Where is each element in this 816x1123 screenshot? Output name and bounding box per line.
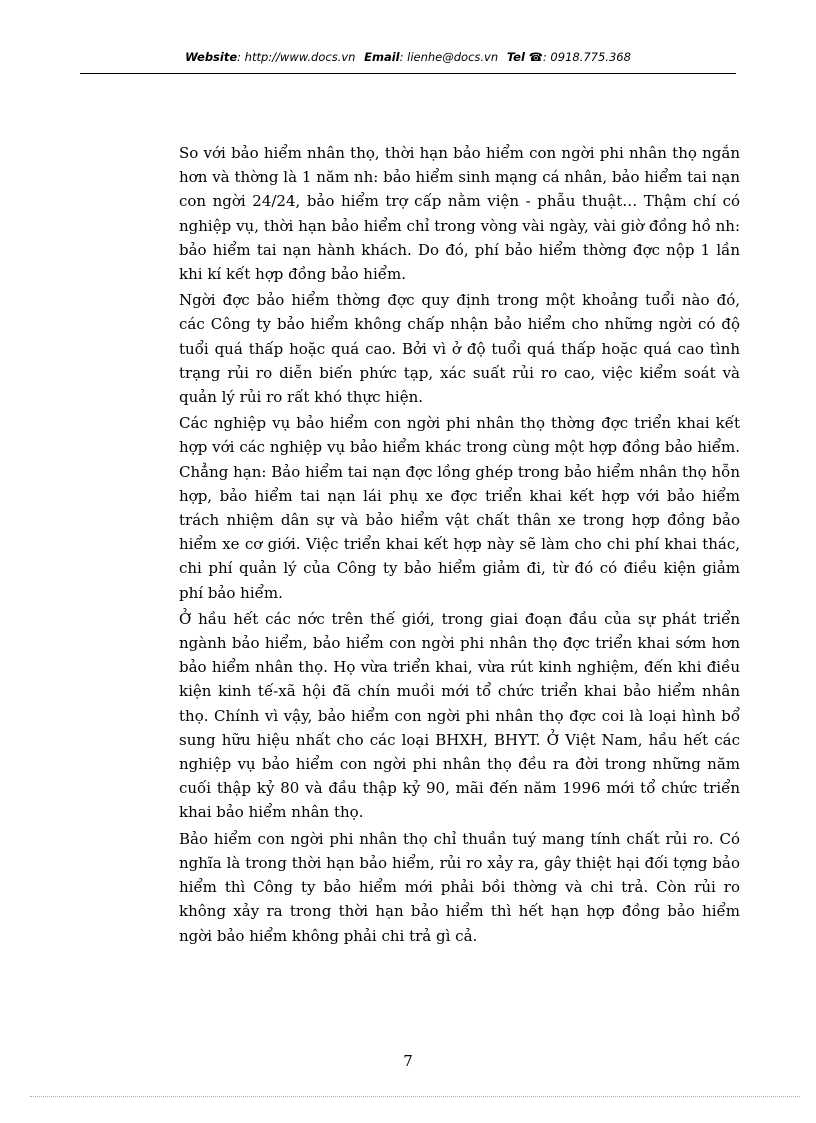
website-value: : http://www.docs.vn	[237, 50, 356, 64]
phone-icon: ☎	[528, 50, 543, 64]
header-rule	[80, 73, 736, 74]
email-label: Email	[364, 50, 400, 64]
paragraph-5: Bảo hiểm con ngời phi nhân thọ chỉ thuần tuý mang tính chất rủi ro. Có nghĩa là trong thời hạn bảo hiểm, rủi ro xảy ra, gây thiệt hại đối tợng bảo hiểm thì Công ty bảo hiểm mới phải bồi thờng và chi trả. Còn rủi ro không xảy ra trong thời hạn bảo hiểm thì hết hạn hợp đồng bảo hiểm ngời bảo hiểm không phải chi trả gì cả.	[179, 829, 740, 945]
tel-label: Tel	[506, 50, 525, 64]
paragraph-3: Các nghiệp vụ bảo hiểm con ngời phi nhân thọ thờng đợc triển khai kết hợp với các nghiệp vụ bảo hiểm khác trong cùng một hợp đồng bảo hiểm. Chẳng hạn: Bảo hiểm tai nạn đợc lồng ghép trong bảo hiểm nhân thọ hỗn hợp, bảo hiểm tai nạn lái phụ xe đợc triển khai kết hợp với bảo hiểm trách nhiệm dân sự và bảo hiểm vật chất thân xe trong hợp đồng bảo hiểm xe cơ giới. Việc triển khai kết hợp này sẽ làm cho chi phí khai thác, chi phí quản lý của Công ty bảo hiểm giảm đi, từ đó có điều kiện giảm phí bảo hiểm.	[179, 414, 740, 602]
paragraph-1: So với bảo hiểm nhân thọ, thời hạn bảo hiểm con ngời phi nhân thọ ngắn hơn và thờng là 1 năm nh: bảo hiểm sinh mạng cá nhân, bảo hiểm tai nạn con ngời 24/24, bảo hiểm trợ cấp nằm viện - phẫu thuật… Thậm chí có nghiệp vụ, thời hạn bảo hiểm chỉ trong vòng vài ngày, vài giờ đồng hồ nh: bảo hiểm tai nạn hành khách. Do đó, phí bảo hiểm thờng đợc nộp 1 lần khi kí kết hợp đồng bảo hiểm.	[179, 144, 740, 284]
page-header	[80, 50, 736, 64]
page-number: 7	[403, 1052, 413, 1070]
email-value: : lienhe@docs.vn	[399, 50, 499, 64]
tel-value: : 0918.775.368	[542, 50, 631, 64]
page-bottom-border	[30, 1096, 800, 1097]
paragraph-4: Ở hầu hết các nớc trên thế giới, trong giai đoạn đầu của sự phát triển ngành bảo hiểm, bảo hiểm con ngời phi nhân thọ đợc triển khai sớm hơn bảo hiểm nhân thọ. Họ vừa triển khai, vừa rút kinh nghiệm, đến khi điều kiện kinh tế-xã hội đã chín muồi mới tổ chức triển khai bảo hiểm nhân thọ. Chính vì vậy, bảo hiểm con ngời phi nhân thọ đợc coi là loại hình bổ sung hữu hiệu nhất cho các loại BHXH, BHYT. Ở Việt Nam, hầu hết các nghiệp vụ bảo hiểm con ngời phi nhân thọ đều ra đời trong những năm cuối thập kỷ 80 và đầu thập kỷ 90, mãi đến năm 1996 mới tổ chức triển khai bảo hiểm nhân thọ.	[179, 609, 740, 822]
website-label: Website	[185, 50, 238, 64]
document-body	[179, 141, 740, 950]
paragraph-2: Ngời đợc bảo hiểm thờng đợc quy định trong một khoảng tuổi nào đó, các Công ty bảo hiểm không chấp nhận bảo hiểm cho những ngời có độ tuổi quá thấp hoặc quá cao. Bởi vì ở độ tuổi quá thấp hoặc quá cao tình trạng rủi ro diễn biến phức tạp, xác suất rủi ro cao, việc kiểm soát và quản lý rủi ro rất khó thực hiện.	[179, 291, 740, 407]
